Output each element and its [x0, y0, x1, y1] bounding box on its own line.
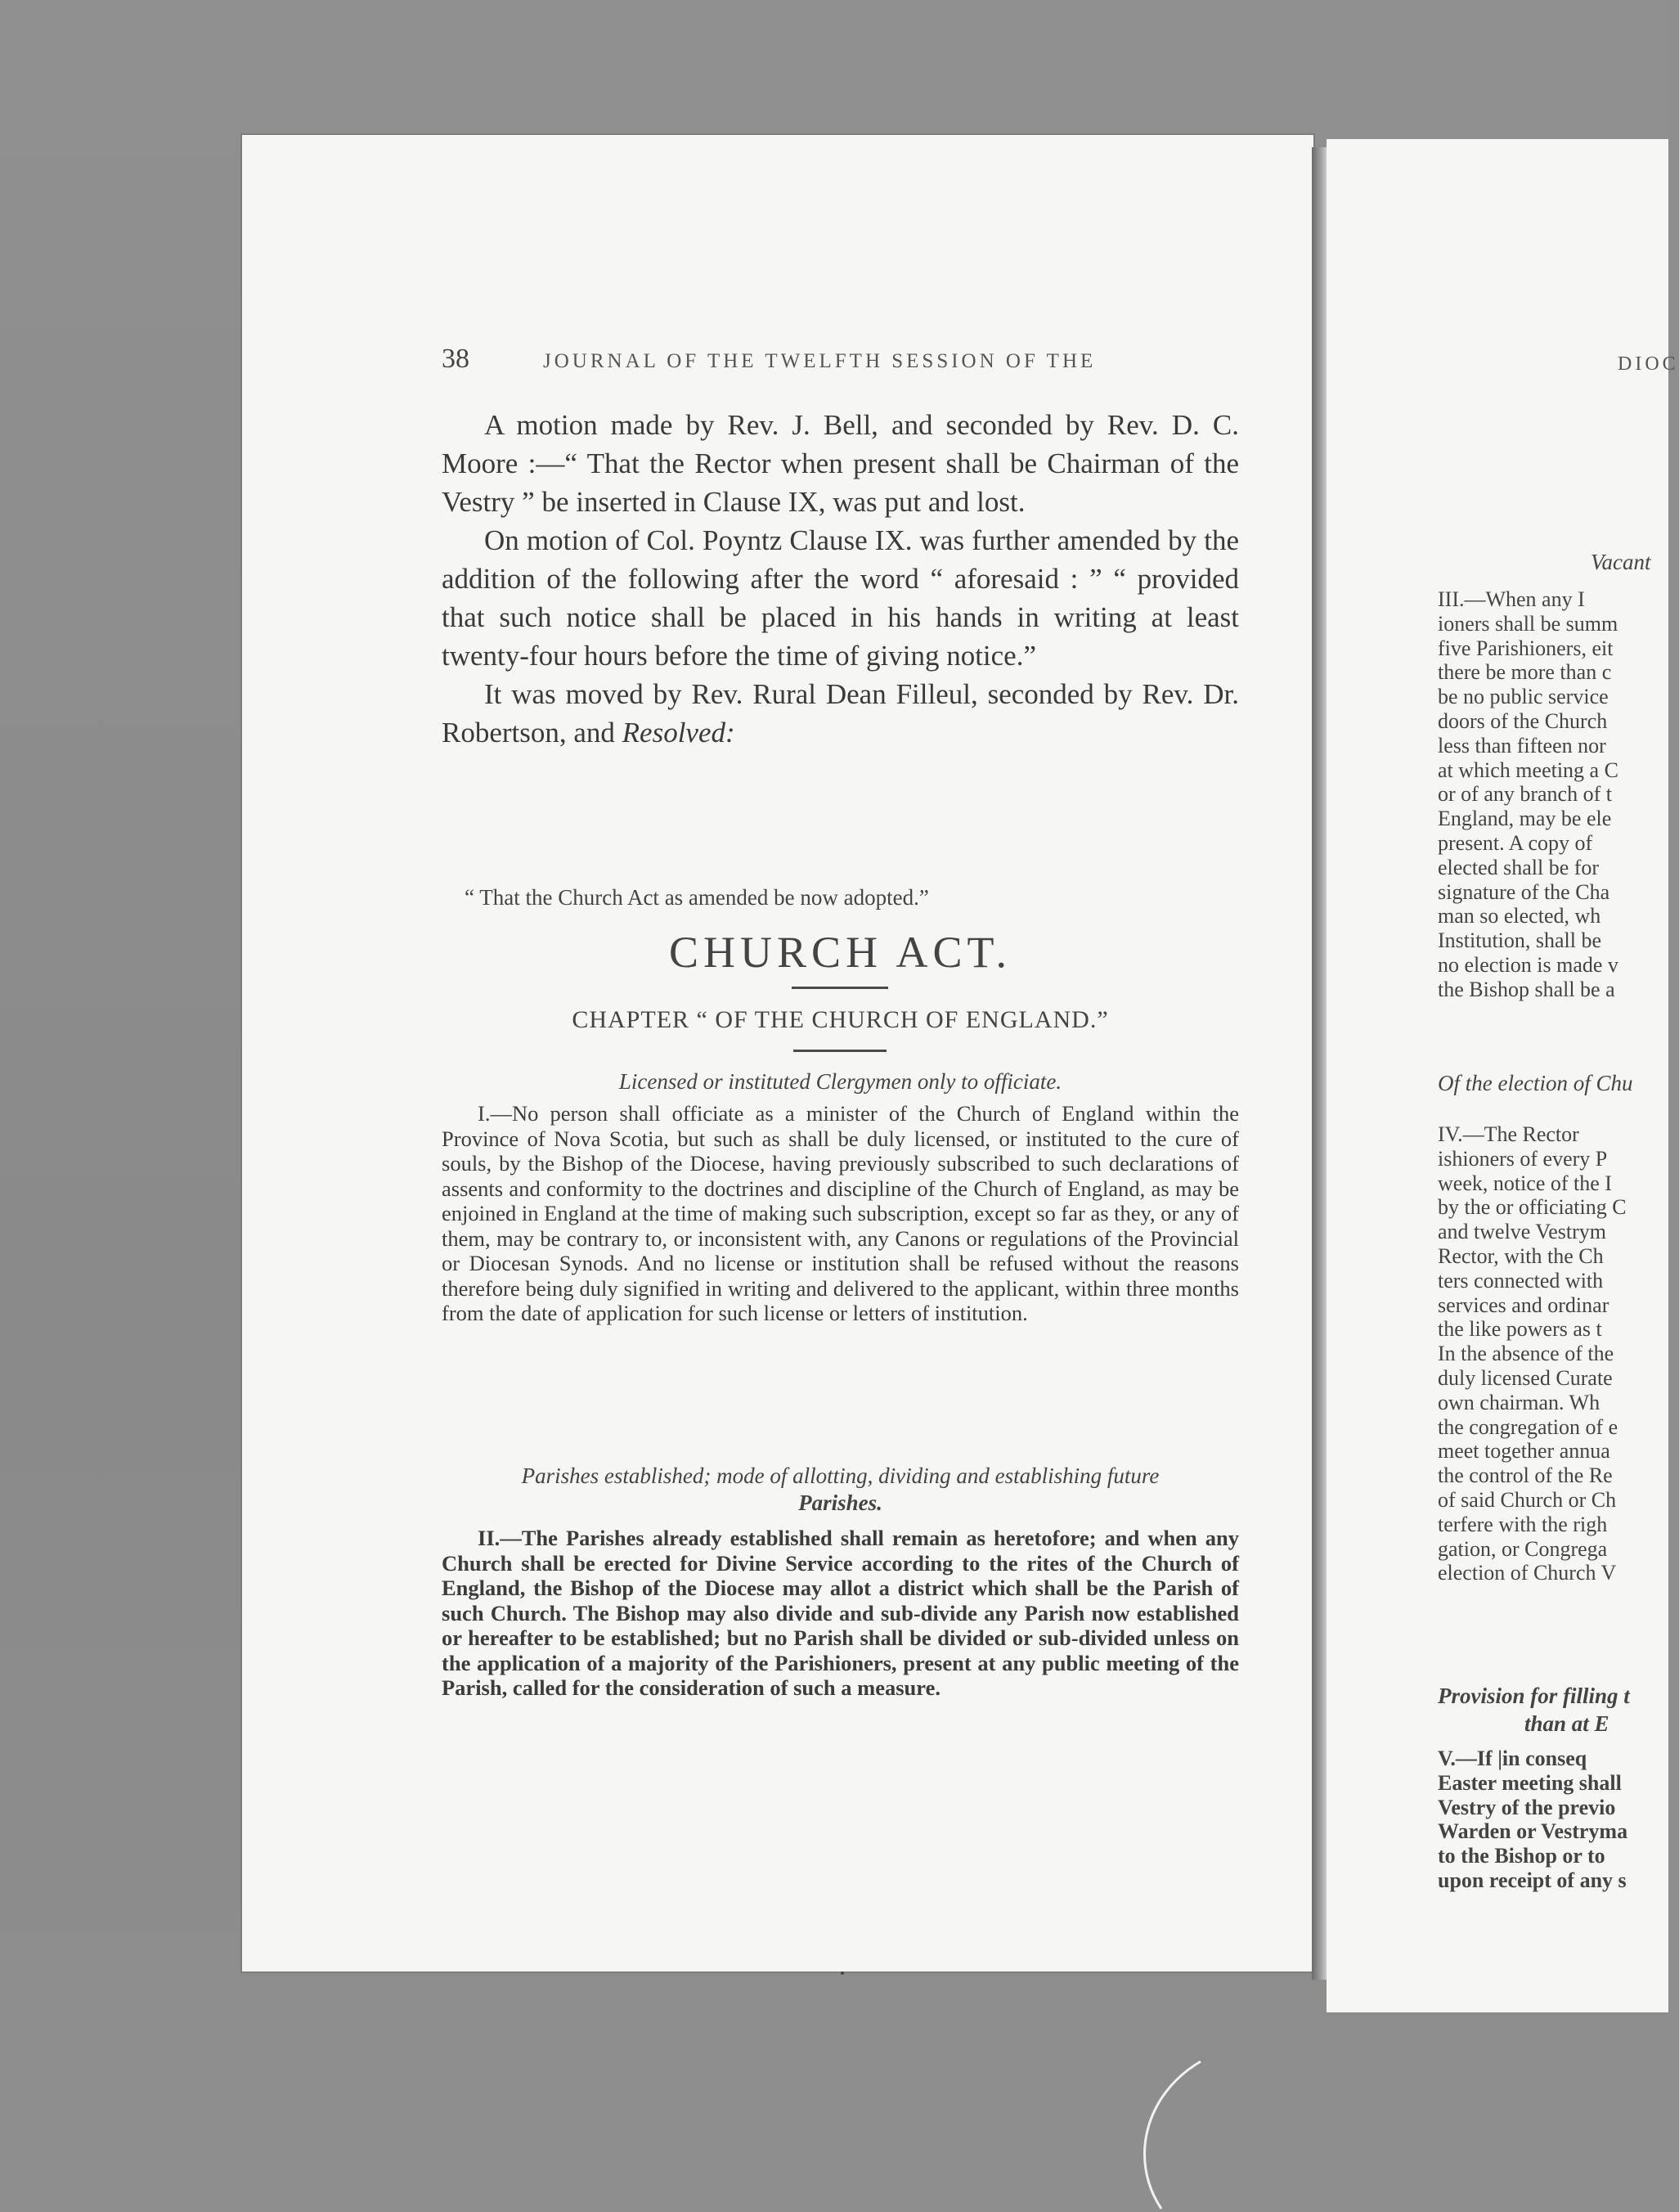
motion-paragraph: A motion made by Rev. J. Bell, and seconded by Rev. D. C. Moore :—“ That the Rector when present shall be Chairman of the Vestry ” be inserted in Clause IX, was put and lost.: [442, 409, 1239, 518]
section-one-heading: Licensed or instituted Clergymen only to officiate.: [618, 1069, 1062, 1094]
right-text-line: Rector, with the Ch: [1438, 1244, 1604, 1268]
right-text-line: signature of the Cha: [1438, 879, 1610, 904]
section-two-heading-line1: Parishes established; mode of allotting, dividing and establishing future: [521, 1463, 1160, 1488]
page-number: 38: [442, 344, 469, 374]
right-text-line: the control of the Re: [1438, 1463, 1613, 1488]
running-head-text: JOURNAL OF THE TWELFTH SESSION OF THE: [543, 350, 1097, 372]
right-text-line: of said Church or Ch: [1438, 1488, 1617, 1512]
right-text-line: doors of the Church: [1438, 709, 1608, 733]
right-heading-provision-line1: Provision for filling t: [1438, 1684, 1630, 1708]
right-text-line: man so elected, wh: [1438, 904, 1601, 928]
right-text-line: Warden or Vestryma: [1438, 1819, 1628, 1844]
scan-dot-mark: [841, 1971, 844, 1975]
right-text-line: services and ordinar: [1438, 1293, 1609, 1317]
right-text-line: own chairman. Wh: [1438, 1390, 1600, 1414]
amendment-paragraph: On motion of Col. Poyntz Clause IX. was further amended by the addition of the following after the word “ aforesaid : ” “ provided that such notice shall be placed in his hands in writing at least twenty-four hours before the time of giving notice.”: [442, 524, 1239, 672]
right-text-line: duly licensed Curate: [1438, 1366, 1613, 1390]
right-text-line: England, may be ele: [1438, 807, 1612, 831]
resolution-quote: “ That the Church Act as amended be now adopted.”: [465, 885, 929, 910]
right-heading-election: Of the election of Chu: [1438, 1071, 1633, 1095]
right-text-line: Institution, shall be: [1438, 928, 1602, 953]
right-text-line: In the absence of the: [1438, 1342, 1614, 1366]
right-text-line: III.—When any I: [1438, 587, 1585, 611]
right-text-line: terfere with the righ: [1438, 1512, 1608, 1536]
right-text-line: by the or officiating C: [1438, 1195, 1627, 1220]
right-text-line: the Bishop shall be a: [1438, 977, 1615, 1001]
chapter-heading: CHAPTER “ OF THE CHURCH OF ENGLAND.”: [572, 1006, 1109, 1033]
right-text-line: the like powers as t: [1438, 1317, 1602, 1342]
right-text-line: at which meeting a C: [1438, 758, 1618, 782]
right-text-line: week, notice of the I: [1438, 1171, 1612, 1195]
right-text-line: ioners shall be summ: [1438, 611, 1618, 636]
resolved-word: Resolved:: [622, 717, 735, 749]
right-text-line: five Parishioners, eit: [1438, 636, 1614, 660]
right-text-line: elected shall be for: [1438, 855, 1600, 879]
right-text-line: to the Bishop or to: [1438, 1844, 1605, 1868]
right-text-line: there be more than c: [1438, 660, 1612, 685]
right-running-head: DIOC: [1618, 353, 1679, 375]
right-text-line: the congregation of e: [1438, 1414, 1618, 1439]
document-title: CHURCH ACT.: [668, 928, 1012, 977]
right-text-line: be no public service: [1438, 685, 1609, 709]
section-one-text: I.—No person shall officiate as a minister of the Church of England within the Province of Nova Scotia, but such as shall be duly licensed, or instituted to the cure of souls, by the Bishop of the Diocese, having previously subscribed to such declarations of assents and conformity to the doctrines and discipline of the Church of England, as may be enjoined in England at the time of making such subscription, except so far as they, or any of them, may be contrary to, or inconsistent with, any Canons or regulations of the Provincial or Diocesan Synods. And no license or institution shall be refused without the reasons therefore being duly signified in writing and delivered to the applicant, within three months from the date of application for such license or letters of institution.: [442, 1101, 1239, 1325]
right-text-line: meet together annua: [1438, 1439, 1610, 1463]
right-text-line: V.—If |in conseq: [1438, 1747, 1587, 1770]
right-text-line: IV.—The Rector: [1438, 1122, 1579, 1146]
scan-curve-mark: [1145, 2061, 1201, 2209]
right-text-line: Easter meeting shall: [1438, 1770, 1622, 1795]
right-text-line: or of any branch of t: [1438, 782, 1612, 807]
right-text-line: present. A copy of: [1438, 831, 1593, 855]
right-heading-provision-line2: than at E: [1524, 1711, 1609, 1736]
right-heading-vacant: Vacant: [1591, 550, 1651, 574]
right-text-line: no election is made v: [1438, 953, 1618, 977]
section-two-heading-line2: Parishes.: [798, 1490, 882, 1515]
right-text-line: upon receipt of any s: [1438, 1868, 1627, 1892]
right-text-line: Vestry of the previo: [1438, 1795, 1616, 1819]
right-text-line: election of Church V: [1438, 1561, 1617, 1585]
right-text-line: ishioners of every P: [1438, 1146, 1608, 1171]
right-text-line: gation, or Congrega: [1438, 1536, 1608, 1561]
right-text-line: less than fifteen nor: [1438, 733, 1606, 758]
right-text-line: and twelve Vestrym: [1438, 1220, 1607, 1244]
right-text-line: ters connected with: [1438, 1268, 1604, 1293]
resolution-text: It was moved by Rev. Rural Dean Filleul, seconded by Rev. Dr. Robertson, and: [442, 678, 1239, 749]
section-two-text: II.—The Parishes already established shall remain as heretofore; and when any Church shall be erected for Divine Service according to the rites of the Church of England, the Bishop of the Diocese may allot a district which shall be the Parish of such Church. The Bishop may also divide and sub-divide any Parish now established or hereafter to be established; but no Parish shall be divided or sub-divided unless on the application of a majority of the Parishioners, present at any public meeting of the Parish, called for the consideration of such a measure.: [442, 1526, 1239, 1700]
